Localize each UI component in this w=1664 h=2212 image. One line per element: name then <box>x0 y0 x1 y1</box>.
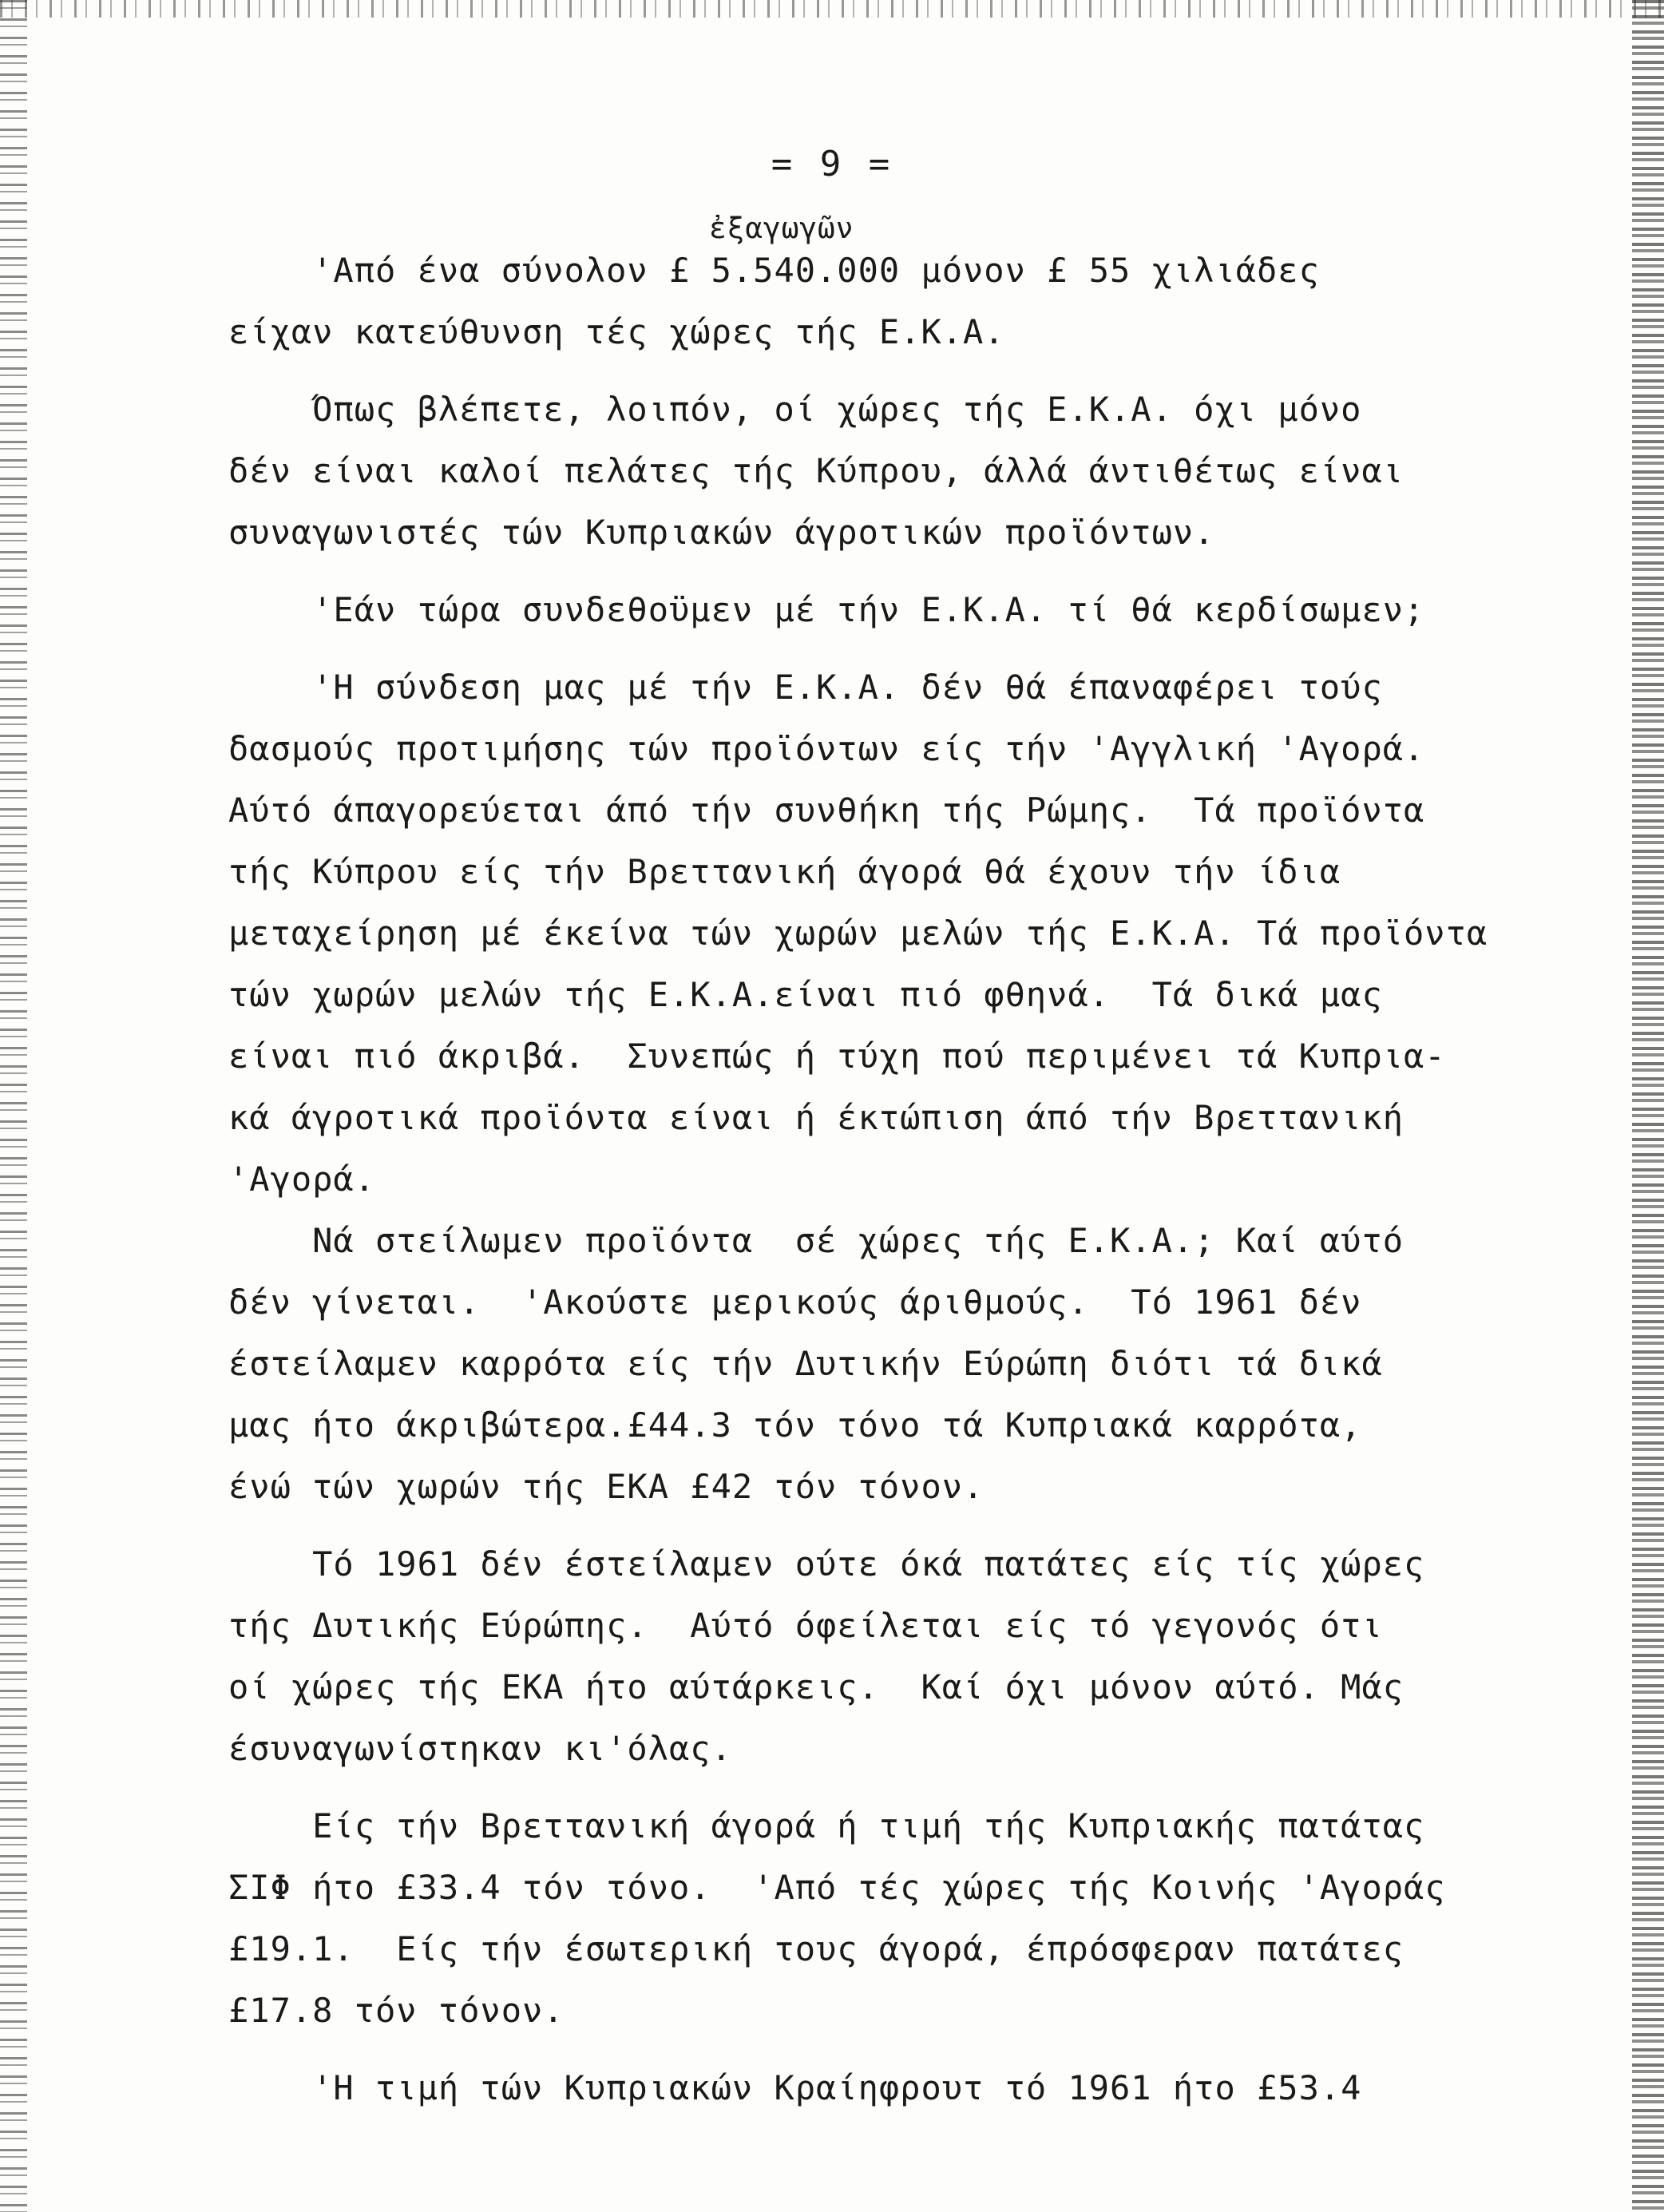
text-line: οί χώρες τής ΕΚΑ ήτο αύτάρκεις. Καί όχι μόνον αύτό. Μάς <box>228 1667 1404 1707</box>
scan-edge-right <box>1632 0 1664 2212</box>
paragraph-gap <box>228 563 1618 579</box>
text-line: Νά στείλωμεν προϊόντα σέ χώρες τής Ε.Κ.Α.; Καί αύτό <box>228 1221 1404 1260</box>
text-line: είναι πιό άκριβά. Συνεπώς ή τύχη πού περιμένει τά Κυπρια- <box>228 1037 1446 1076</box>
interline-correction: ἐξαγωγῶν <box>709 212 854 245</box>
page-number: = 9 = <box>771 144 893 184</box>
scan-edge-top <box>0 0 1664 18</box>
text-line: συναγωνιστές τών Κυπριακών άγροτικών προϊόντων. <box>228 513 1215 552</box>
text-line: έσυναγωνίστηκαν κι'όλας. <box>228 1729 732 1768</box>
text-line: μεταχείρηση μέ έκείνα τών χωρών μελών τής Ε.Κ.Α. Τά προϊόντα <box>228 914 1488 953</box>
text-line: Αύτό άπαγορεύεται άπό τήν συνθήκη τής Ρώμης. Τά προϊόντα <box>228 791 1425 830</box>
text-line: δέν γίνεται. 'Ακούστε μερικούς άριθμούς. Τό 1961 δέν <box>228 1282 1362 1322</box>
text-line: Είς τήν Βρεττανική άγορά ή τιμή τής Κυπριακής πατάτας <box>228 1806 1425 1845</box>
paragraph-gap <box>228 2041 1618 2057</box>
body-text <box>228 240 1618 2119</box>
text-line: 'Εάν τώρα συνδεθοϋμεν μέ τήν Ε.Κ.Α. τί θά κερδίσωμεν; <box>228 590 1425 629</box>
text-line: τής Δυτικής Εύρώπης. Αύτό όφείλεται είς τό γεγονός ότι <box>228 1606 1383 1645</box>
paragraph-gap <box>228 1779 1618 1795</box>
text-line: τών χωρών μελών τής Ε.Κ.Α.είναι πιό φθηνά. Τά δικά μας <box>228 975 1383 1014</box>
text-line: 'Η τιμή τών Κυπριακών Κραίηφρουτ τό 1961 ήτο £53.4 <box>228 2068 1362 2107</box>
scan-edge-left <box>0 0 27 2212</box>
paragraph-gap <box>228 640 1618 656</box>
text-line: κά άγροτικά προϊόντα είναι ή έκτώπιση άπό τήν Βρεττανική <box>228 1098 1404 1137</box>
text-line: έστείλαμεν καρρότα είς τήν Δυτικήν Εύρώπη διότι τά δικά <box>228 1344 1383 1383</box>
text-line: τής Κύπρου είς τήν Βρεττανική άγορά θά έχουν τήν ίδια <box>228 852 1341 891</box>
text-line: είχαν κατεύθυνση τές χώρες τής Ε.Κ.Α. <box>228 312 1005 351</box>
text-line: Όπως βλέπετε, λοιπόν, οί χώρες τής Ε.Κ.Α. όχι μόνο <box>228 390 1362 429</box>
text-line: ένώ τών χωρών τής ΕΚΑ £42 τόν τόνον. <box>228 1467 985 1506</box>
text-line: δέν είναι καλοί πελάτες τής Κύπρου, άλλά άντιθέτως είναι <box>228 451 1404 490</box>
paragraph-gap <box>228 1517 1618 1533</box>
text-line: δασμούς προτιμήσης τών προϊόντων είς τήν 'Αγγλική 'Αγορά. <box>228 729 1425 768</box>
text-line: 'Αγορά. <box>228 1160 376 1199</box>
text-line: 'Η σύνδεση μας μέ τήν Ε.Κ.Α. δέν θά έπαναφέρει τούς <box>228 668 1383 707</box>
text-line: Τό 1961 δέν έστείλαμεν ούτε όκά πατάτες είς τίς χώρες <box>228 1544 1425 1584</box>
text-line: μας ήτο άκριβώτερα.£44.3 τόν τόνο τά Κυπριακά καρρότα, <box>228 1405 1362 1445</box>
text-line: ΣΙΦ ήτο £33.4 τόν τόνο. 'Από τές χώρες τής Κοινής 'Αγοράς <box>228 1868 1446 1907</box>
text-line: 'Από ένα σύνολον £ 5.540.000 μόνον £ 55 χιλιάδες <box>228 251 1320 290</box>
text-line: £19.1. Είς τήν έσωτερική τους άγορά, έπρόσφεραν πατάτες <box>228 1929 1404 1968</box>
text-line: £17.8 τόν τόνον. <box>228 1991 565 2030</box>
paragraph-gap <box>228 363 1618 379</box>
